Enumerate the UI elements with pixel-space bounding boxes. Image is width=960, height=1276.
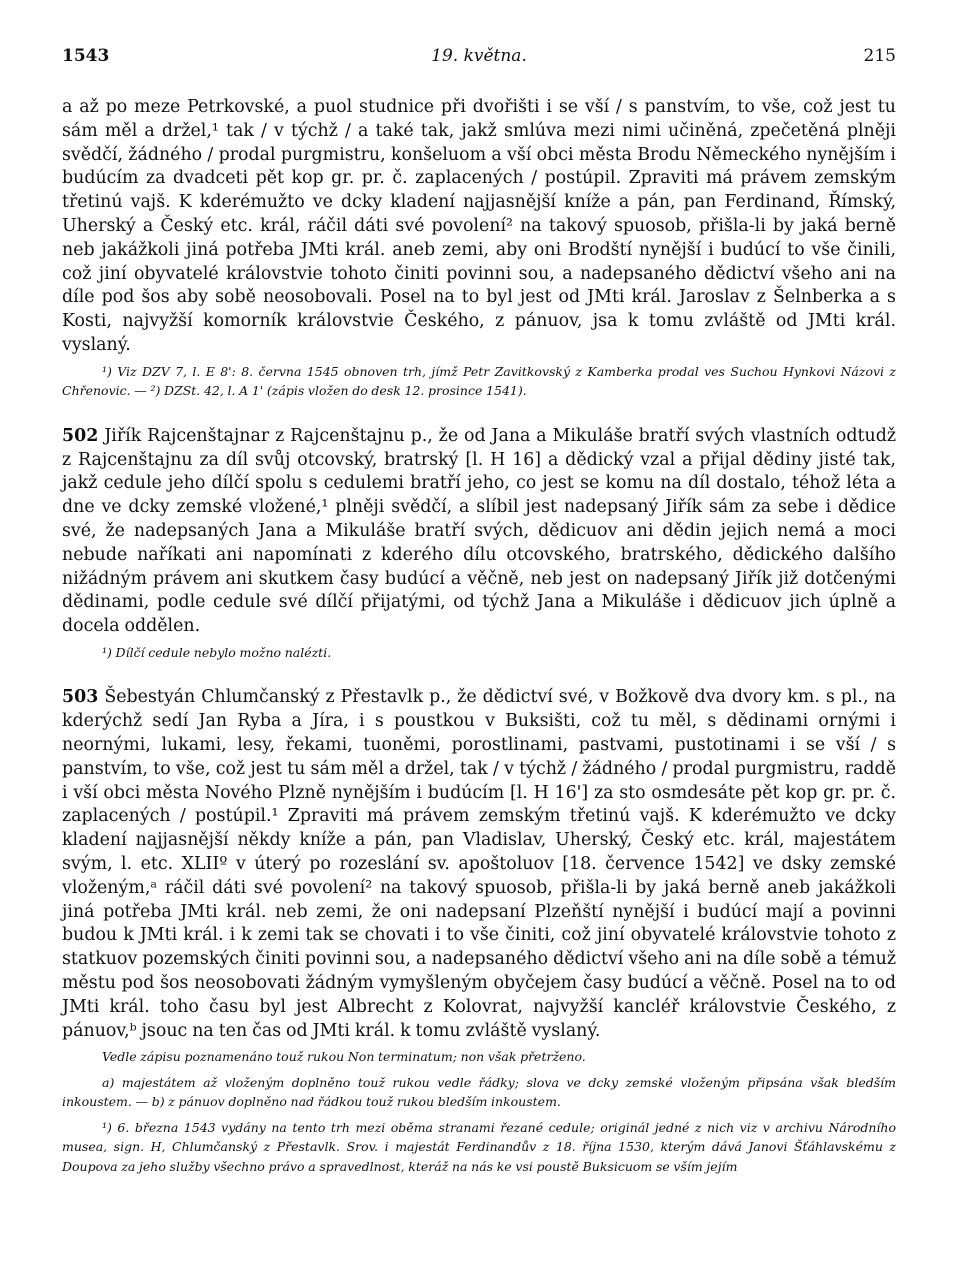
running-header xyxy=(62,46,896,74)
footnote: ¹) Viz DZV 7, l. E 8': 8. června 1545 obnoven trh, jímž Petr Zavitkovský z Kamberka prodal ves Suchou Hynkovi Názovi z Chřenovic. — ²) DZSt. 42, l. A 1' (zápis vložen do desk 12. prosince 1541). xyxy=(62,363,896,399)
entry-503 xyxy=(62,686,896,1176)
footnote: ¹) 6. března 1543 vydány na tento trh mezi oběma stranami řezané cedule; originál jedné z nich viz v archivu Národního musea, sign. H, Chlumčanský z Přestavlk. Srov. i majestát Ferdinandův z 18. října 1530, kterým dává Janovi Šťáhlavskému z Doupova za jeho služby všechno právo a spravedlnost, kteráž na nás ke vsi poustě Buksicuom se vším jejím xyxy=(62,1119,896,1174)
entry-number: 503 xyxy=(62,687,99,708)
entry-number: 502 xyxy=(62,425,99,446)
entry-502 xyxy=(62,425,896,663)
textual-note: a) majestátem až vloženým doplněno touž rukou vedle řádky; slova ve dcky zemské vloženým připsána však bledším inkoustem. — b) z pánuov doplněno nad řádkou touž rukou bledším inkoustem. xyxy=(62,1074,896,1110)
entry-text: a až po meze Petrkovské, a puol studnice při dvořišti i se vší / s panstvím, to vše, což jest tu sám měl a držel,¹ tak / v týchž / a také tak, jakž smlúva mezi nimi učiněná, zpečetěná plněji svědčí, žádného / prodal purgmistru, konšeluom a vší obci města Brodu Německého nynějším i budúcím za dvadceti pět kop gr. pr. č. zaplacených / postúpil. Zpraviti má právem zemským třetinú vajš. K kderémužto ve dcky kladení najjasnější kníže a pán, pan Ferdinand, Římský, Uherský a Český etc. král, ráčil dáti své povolení² na takový spuosob, přišla-li by jaká berně neb jakážkoli jiná potřeba JMti král. aneb zemi, aby oni Brodští nynější i budúcí to vše činili, což jiní obyvatelé královstvie tohoto činiti povinni sou, a nadepsaného dědictví všeho ani na díle pod šos aby sobě neosobovali. Posel na to byl jest od JMti král. Jaroslav z Šelnberka a s Kosti, najvyžší komorník královstvie Českého, z pánuov, jsa k tomu zvláště od JMti král. vyslaný. xyxy=(62,97,896,355)
header-year: 1543 xyxy=(62,46,110,66)
header-date: 19. května. xyxy=(431,46,527,66)
document-body xyxy=(62,96,896,1176)
entry-text: 503 Šebestyán Chlumčanský z Přestavlk p., že dědictví své, v Božkově dva dvory km. s pl., na kderýchž sedí Jan Ryba a Jíra, i s poustkou v Buksišti, což tu měl, s dědinami ornými i neornými, lukami, lesy, řekami, tuoněmi, porostlinami, pastvami, pustotinami i se vší / s panstvím, to vše, což jest tu sám měl a držel, tak / v týchž / žádného / prodal purgmistru, raddě i vší obci města Nového Plzně nynějším i budúcím [l. H 16'] za sto osmdesáte pět kop gr. pr. č. zaplacených / postúpil.¹ Zpraviti má právem zemským třetinú vajš. K kderémužto ve dcky kladení najjasnější někdy kníže a pán, pan Vladislav, Uherský, Český etc. král, majestátem svým, l. etc. XLIIº v úterý po rozeslání sv. apoštoluov [18. července 1542] ve dsky zemské vloženým,ᵃ ráčil dáti své povolení² na takový spuosob, přišla-li by jaká berně aneb jakážkoli jiná potřeba JMti král. neb zemi, že oni nadepsaní Plzeňští nynější i budúcí mají a povinni budou k JMti král. i k zemi tak se chovati i to vše činiti, což jiní obyvatelé královstvie tohoto z statkuov pozemských činiti povinni sou, a nadepsaného dědictví všeho ani na díle sobě a témuž městu pod šos neosobovati žádným vymyšleným obyčejem časy budúcí a věčně. Posel na to od JMti král. toho času byl jest Albrecht z Kolovrat, najvyžší kancléř královstvie Českého, z pánuov,ᵇ jsouc na ten čas od JMti král. k tomu zvláště vyslaný. xyxy=(62,687,896,1041)
page-number: 215 xyxy=(863,46,896,66)
editorial-note: Vedle zápisu poznamenáno touž rukou Non terminatum; non však přetrženo. xyxy=(102,1049,586,1065)
entry-text: 502 Jiřík Rajcenštajnar z Rajcenštajnu p., že od Jana a Mikuláše bratří svých vlastních odtudž z Rajcenštajnu za díl svůj otcovský, bratrský [l. H 16] a dědický vzal a přijal dědiny jisté tak, jakž cedule jeho dílčí spolu s cedulemi bratří jeho, co jest se komu na díl dostalo, téhož léta a dne ve dcky zemské vložené,¹ plněji svědčí, a slíbil jest nadepsaný Jiřík sám za sebe i dědice své, že nadepsaných Jana a Mikuláše bratří svých, dědicuov ani dědin jejich nemá a moci nebude naříkati ani napomínati z kderého dílu otcovského, bratrského, dědického dalšího nižádným právem ani skutkem časy budúcí a věčně, neb jest on nadepsaný Jiřík již dotčenými dědinami, podle cedule své dílčí přijatými, od týchž Jana a Mikuláše i dědicuov jich úplně a docela oddělen. xyxy=(62,425,896,637)
footnote: ¹) Dílčí cedule nebylo možno nalézti. xyxy=(102,644,332,660)
entry-continued xyxy=(62,96,896,401)
